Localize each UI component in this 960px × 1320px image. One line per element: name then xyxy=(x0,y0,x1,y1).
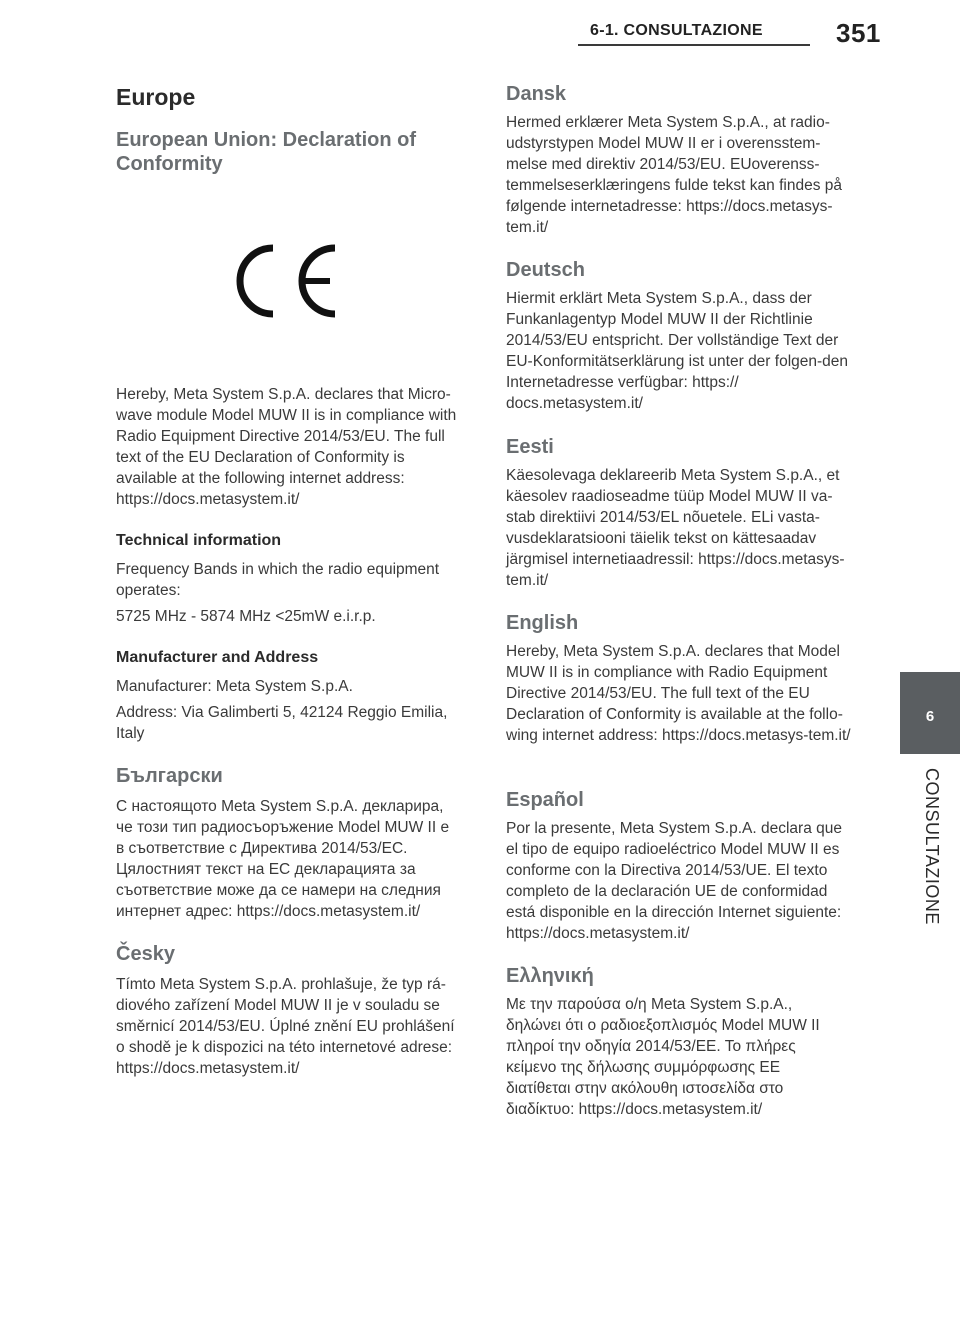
danish-text: Hermed erklærer Meta System S.p.A., at radio-udstyrstypen Model MUW II er i overensstem-melse med direktiv 2014/53/EU. EUoverenss-temmelseserklæringens fulde tekst kan findes på følgende internetadresse: https://docs.metasys-tem.it/ xyxy=(506,114,842,236)
spanish-text: Por la presente, Meta System S.p.A. declara que el tipo de equipo radioeléctrico Model MUW II es conforme con la Directiva 2014/53/UE. El texto completo de la declaración UE de conformidad está disponible en la dirección Internet siguiente: https://docs.metasystem.it/ xyxy=(506,820,843,942)
spanish-heading: Español xyxy=(506,789,584,811)
tech-info-heading: Technical information xyxy=(116,532,282,549)
chapter-tab-number: 6 xyxy=(925,708,935,725)
page-number: 351 xyxy=(836,18,881,48)
bulgarian-text: С настоящото Meta System S.p.A. декларира, че този тип радиосъоръжение Model MUW II е в съответствие с Директива 2014/53/ЕС. Цялостният текст на ЕС декларацията за съответствие може да се намери на следния интернет адрес: https://docs.metasystem.it/ xyxy=(116,798,450,920)
tech-info-text: Frequency Bands in which the radio equipment operates: xyxy=(116,561,440,599)
ce-mark-icon xyxy=(236,244,340,318)
header-rule xyxy=(578,44,810,46)
chapter-side-label: CONSULTAZIONE xyxy=(922,768,942,925)
section-title: 6-1. CONSULTAZIONE xyxy=(590,22,763,39)
frequency-value: 5725 MHz - 5874 MHz <25mW e.i.r.p. xyxy=(116,608,376,625)
english-heading: English xyxy=(506,612,579,634)
page-title: Europe xyxy=(116,84,196,110)
manufacturer-name: Manufacturer: Meta System S.p.A. xyxy=(116,678,353,695)
english-text: Hereby, Meta System S.p.A. declares that Model MUW II is in compliance with Radio Equipment Directive 2014/53/EU. The full text of the EU Declaration of Conformity is available at the follo-wing internet address: https://docs.metasys-tem.it/ xyxy=(506,643,851,744)
greek-heading: Ελληνική xyxy=(506,965,594,987)
german-heading: Deutsch xyxy=(506,259,585,281)
greek-text: Με την παρούσα ο/η Meta System S.p.A., δηλώνει ότι ο ραδιοεξοπλισμός Model MUW II πληροί την οδηγία 2014/53/ΕΕ. Το πλήρες κείμενο της δήλωσης συμμόρφωσης ΕΕ διατίθεται στην ακόλουθη ιστοσελίδα στο διαδίκτυο: https://docs.metasystem.it/ xyxy=(506,996,820,1118)
czech-heading: Česky xyxy=(116,943,175,965)
danish-heading: Dansk xyxy=(506,83,567,105)
czech-text: Tímto Meta System S.p.A. prohlašuje, že typ rá-diového zařízení Model MUW II je v souladu se směrnicí 2014/53/EU. Úplné znění EU prohlášení o shodě je k dispozici na této internetové adrese: https://docs.metasystem.it/ xyxy=(116,976,455,1077)
estonian-heading: Eesti xyxy=(506,436,554,458)
chapter-tab[interactable] xyxy=(900,672,960,754)
manufacturer-address: Address: Via Galimberti 5, 42124 Reggio Emilia, Italy xyxy=(116,704,448,742)
eu-intro-text: Hereby, Meta System S.p.A. declares that Micro-wave module Model MUW II is in compliance with Radio Equipment Directive 2014/53/EU. The full text of the EU Declaration of Conformity is available at the following internet address: https://docs.metasystem.it/ xyxy=(116,386,457,508)
eu-declaration-heading: European Union: Declaration of Conformity xyxy=(116,129,417,175)
estonian-text: Käesolevaga deklareerib Meta System S.p.A., et käesolev raadioseadme tüüp Model MUW II va-stab direktiivi 2014/53/EL nõuetele. ELi vasta-vusdeklaratsiooni täielik tekst on kättesaadav järgmisel internetiaadressil: https://docs.metasys-tem.it/ xyxy=(506,467,845,589)
manufacturer-heading: Manufacturer and Address xyxy=(116,649,319,666)
german-text: Hiermit erklärt Meta System S.p.A., dass der Funkanlagentyp Model MUW II der Richtlinie 2014/53/EU entspricht. Der vollständige Text der EU-Konformitätserklärung ist unter der folgen-den Internetadresse verfügbar: https:// docs.metasystem.it/ xyxy=(506,290,849,412)
bulgarian-heading: Български xyxy=(116,765,223,787)
